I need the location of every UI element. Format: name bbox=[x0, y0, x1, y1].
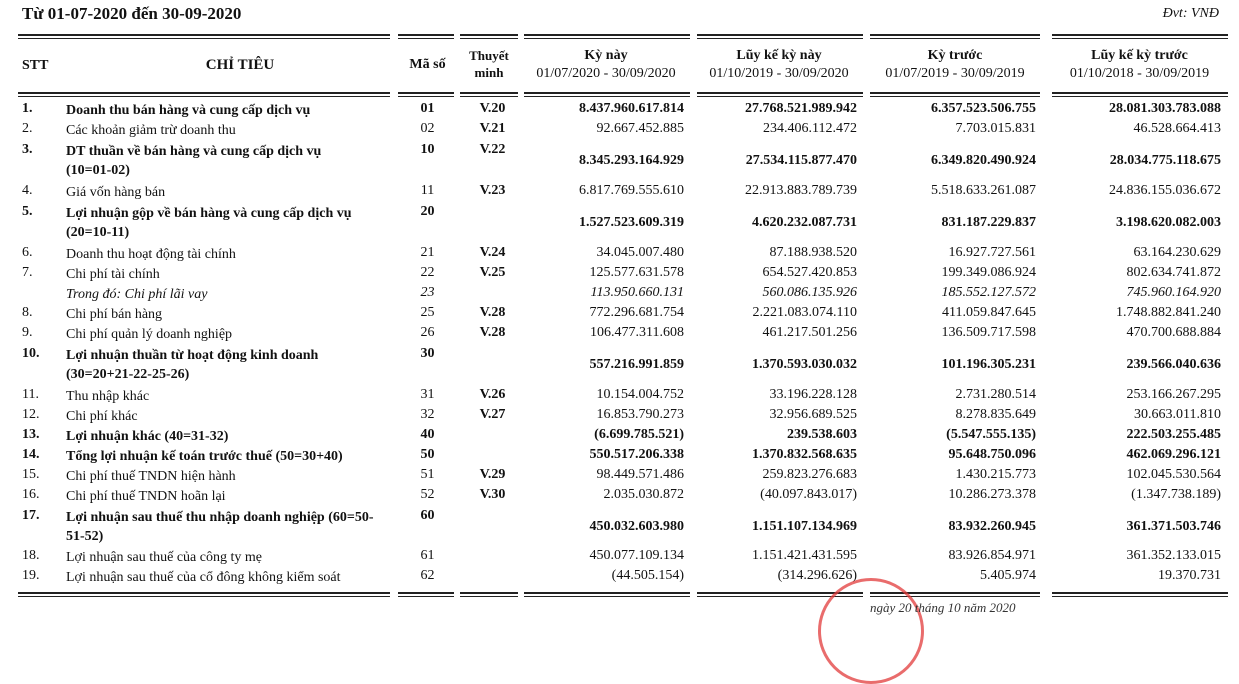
row-value-ky-nay: 98.449.571.486 bbox=[596, 467, 684, 482]
row-label: Chi phí thuế TNDN hiện hành bbox=[66, 469, 236, 484]
row-label: DT thuần về bán hàng và cung cấp dịch vụ (10=01-02) bbox=[66, 144, 322, 178]
col-header-thuyet-minh-line2: minh bbox=[474, 65, 504, 80]
row-value-ky-nay: 772.296.681.754 bbox=[589, 305, 684, 320]
row-note: V.27 bbox=[479, 407, 506, 422]
row-label: Chi phí bán hàng bbox=[66, 307, 163, 322]
row-note: V.25 bbox=[479, 265, 506, 280]
row-value-luy-ke-ky-nay: 461.217.501.256 bbox=[762, 325, 857, 340]
row-value-luy-ke-ky-nay: 560.086.135.926 bbox=[762, 285, 857, 300]
row-value-ky-nay: 125.577.631.578 bbox=[589, 265, 684, 280]
row-number: 17. bbox=[22, 508, 40, 523]
header-bottom-rule-2 bbox=[460, 96, 518, 97]
signature-date: ngày 20 tháng 10 năm 2020 bbox=[870, 600, 1016, 615]
footer-rule-2 bbox=[460, 596, 518, 597]
header-bottom-rule bbox=[697, 92, 863, 94]
row-label: Chi phí thuế TNDN hoãn lại bbox=[66, 489, 226, 504]
row-label: Lợi nhuận sau thuế của cổ đông không kiểm soát bbox=[66, 570, 341, 585]
row-number: 13. bbox=[22, 427, 40, 442]
report-period: Từ 01-07-2020 đến 30-09-2020 bbox=[22, 4, 242, 23]
row-value-luy-ke-ky-truoc: 24.836.155.036.672 bbox=[1109, 183, 1221, 198]
header-bottom-rule-2 bbox=[870, 96, 1040, 97]
row-value-luy-ke-ky-nay: 234.406.112.472 bbox=[763, 121, 857, 136]
row-value-luy-ke-ky-nay: 22.913.883.789.739 bbox=[745, 183, 857, 198]
header-bottom-rule bbox=[1052, 92, 1228, 94]
row-value-ky-truoc: 6.357.523.506.755 bbox=[931, 101, 1036, 116]
col-header-title: Lũy kế kỳ trước bbox=[1091, 48, 1188, 63]
col-header-thuyet-minh bbox=[458, 47, 520, 81]
row-value-luy-ke-ky-nay: 259.823.276.683 bbox=[762, 467, 857, 482]
row-label: Lợi nhuận sau thuế thu nhập doanh nghiệp (60=50-51-52) bbox=[66, 510, 374, 544]
row-note: V.28 bbox=[479, 325, 506, 340]
header-top-rule-2 bbox=[524, 38, 690, 39]
row-value-luy-ke-ky-nay: (314.296.626) bbox=[777, 568, 857, 583]
row-label: Tổng lợi nhuận kế toán trước thuế (50=30+40) bbox=[66, 449, 343, 464]
row-value-ky-nay: 106.477.311.608 bbox=[590, 325, 684, 340]
row-code: 22 bbox=[420, 265, 435, 280]
row-value-luy-ke-ky-nay: 27.534.115.877.470 bbox=[745, 153, 857, 168]
row-number: 12. bbox=[22, 407, 40, 422]
row-label: Lợi nhuận thuần từ hoạt động kinh doanh (30=20+21-22-25-26) bbox=[66, 348, 319, 382]
row-value-ky-truoc: 185.552.127.572 bbox=[941, 285, 1036, 300]
row-code: 32 bbox=[420, 407, 435, 422]
header-top-rule-2 bbox=[697, 38, 863, 39]
row-code: 62 bbox=[420, 568, 435, 583]
row-value-ky-truoc: 2.731.280.514 bbox=[955, 387, 1036, 402]
row-code: 20 bbox=[420, 204, 435, 219]
row-value-luy-ke-ky-nay: 4.620.232.087.731 bbox=[752, 215, 857, 230]
header-bottom-rule-2 bbox=[18, 96, 390, 97]
row-label: Doanh thu bán hàng và cung cấp dịch vụ bbox=[66, 103, 311, 118]
footer-rule-2 bbox=[1052, 596, 1228, 597]
col-header-range: 01/10/2018 - 30/09/2019 bbox=[1069, 66, 1210, 81]
row-label: Trong đó: Chi phí lãi vay bbox=[66, 287, 208, 302]
row-number: 1. bbox=[22, 101, 33, 116]
row-value-luy-ke-ky-nay: 33.196.228.128 bbox=[769, 387, 857, 402]
row-value-luy-ke-ky-truoc: 239.566.040.636 bbox=[1126, 357, 1221, 372]
row-value-ky-truoc: 136.509.717.598 bbox=[941, 325, 1036, 340]
col-header-luy-ke-ky-nay bbox=[695, 47, 863, 83]
row-number: 16. bbox=[22, 487, 40, 502]
footer-rule-2 bbox=[18, 596, 390, 597]
header-top-rule bbox=[18, 34, 390, 36]
row-value-ky-truoc: (5.547.555.135) bbox=[946, 427, 1036, 442]
row-value-ky-nay: 2.035.030.872 bbox=[603, 487, 684, 502]
row-number: 2. bbox=[22, 121, 33, 136]
row-value-ky-truoc: 83.932.260.945 bbox=[948, 519, 1036, 534]
row-value-ky-truoc: 831.187.229.837 bbox=[941, 215, 1036, 230]
row-value-ky-truoc: 199.349.086.924 bbox=[941, 265, 1036, 280]
header-top-rule-2 bbox=[1052, 38, 1228, 39]
footer-rule bbox=[524, 592, 690, 594]
row-value-ky-truoc: 1.430.215.773 bbox=[955, 467, 1036, 482]
row-value-ky-nay: 8.345.293.164.929 bbox=[579, 153, 684, 168]
header-bottom-rule bbox=[524, 92, 690, 94]
row-label: Lợi nhuận sau thuế của công ty mẹ bbox=[66, 550, 262, 565]
row-code: 50 bbox=[420, 447, 435, 462]
header-top-rule-2 bbox=[870, 38, 1040, 39]
footer-rule bbox=[460, 592, 518, 594]
row-number: 6. bbox=[22, 245, 33, 260]
header-bottom-rule-2 bbox=[524, 96, 690, 97]
row-number: 9. bbox=[22, 325, 33, 340]
row-value-ky-nay: 16.853.790.273 bbox=[596, 407, 684, 422]
row-value-luy-ke-ky-truoc: 253.166.267.295 bbox=[1126, 387, 1221, 402]
row-value-ky-truoc: 6.349.820.490.924 bbox=[931, 153, 1036, 168]
row-note: V.23 bbox=[479, 183, 506, 198]
header-top-rule-2 bbox=[18, 38, 390, 39]
row-code: 51 bbox=[420, 467, 435, 482]
row-value-luy-ke-ky-truoc: 28.081.303.783.088 bbox=[1109, 101, 1221, 116]
row-code: 26 bbox=[420, 325, 435, 340]
row-label: Doanh thu hoạt động tài chính bbox=[66, 247, 236, 262]
header-bottom-rule bbox=[870, 92, 1040, 94]
row-code: 25 bbox=[420, 305, 435, 320]
row-number: 19. bbox=[22, 568, 40, 583]
row-value-ky-nay: 8.437.960.617.814 bbox=[579, 101, 684, 116]
row-value-ky-nay: 550.517.206.338 bbox=[589, 447, 684, 462]
row-value-ky-nay: 34.045.007.480 bbox=[596, 245, 684, 260]
header-bottom-rule bbox=[460, 92, 518, 94]
row-value-ky-truoc: 83.926.854.971 bbox=[948, 548, 1036, 563]
row-value-ky-nay: (6.699.785.521) bbox=[594, 427, 684, 442]
footer-rule-2 bbox=[524, 596, 690, 597]
row-number: 15. bbox=[22, 467, 40, 482]
row-value-luy-ke-ky-truoc: 30.663.011.810 bbox=[1134, 407, 1221, 422]
company-stamp bbox=[818, 578, 924, 684]
header-top-rule bbox=[870, 34, 1040, 36]
header-bottom-rule-2 bbox=[398, 96, 454, 97]
currency-unit: Đvt: VNĐ bbox=[1162, 6, 1219, 21]
row-label: Chi phí quản lý doanh nghiệp bbox=[66, 327, 233, 342]
row-number: 3. bbox=[22, 142, 33, 157]
header-bottom-rule-2 bbox=[1052, 96, 1228, 97]
header-top-rule bbox=[460, 34, 518, 36]
row-value-ky-nay: 92.667.452.885 bbox=[596, 121, 684, 136]
row-code: 60 bbox=[420, 508, 435, 523]
row-value-ky-nay: 113.950.660.131 bbox=[590, 285, 684, 300]
row-number: 18. bbox=[22, 548, 40, 563]
row-value-ky-nay: 10.154.004.752 bbox=[596, 387, 684, 402]
row-value-luy-ke-ky-nay: (40.097.843.017) bbox=[760, 487, 857, 502]
col-header-ma-so: Mã số bbox=[409, 57, 446, 72]
col-header-stt: STT bbox=[22, 58, 49, 73]
header-top-rule bbox=[398, 34, 454, 36]
col-header-title: Kỳ trước bbox=[927, 48, 983, 63]
row-code: 61 bbox=[420, 548, 435, 563]
col-header-thuyet-minh-line1: Thuyết bbox=[469, 48, 509, 63]
row-value-luy-ke-ky-nay: 1.370.593.030.032 bbox=[752, 357, 857, 372]
row-value-luy-ke-ky-truoc: 222.503.255.485 bbox=[1126, 427, 1221, 442]
footer-rule-2 bbox=[398, 596, 454, 597]
row-value-luy-ke-ky-truoc: 102.045.530.564 bbox=[1126, 467, 1221, 482]
row-value-ky-truoc: 95.648.750.096 bbox=[948, 447, 1036, 462]
col-header-title: Lũy kế kỳ này bbox=[736, 48, 822, 63]
header-bottom-rule bbox=[398, 92, 454, 94]
row-value-luy-ke-ky-truoc: 46.528.664.413 bbox=[1133, 121, 1221, 136]
row-value-ky-truoc: 411.059.847.645 bbox=[942, 305, 1036, 320]
row-label: Thu nhập khác bbox=[66, 389, 150, 404]
row-note: V.29 bbox=[479, 467, 506, 482]
row-value-luy-ke-ky-nay: 654.527.420.853 bbox=[762, 265, 857, 280]
row-note: V.24 bbox=[479, 245, 506, 260]
header-top-rule bbox=[697, 34, 863, 36]
row-value-luy-ke-ky-truoc: 745.960.164.920 bbox=[1126, 285, 1221, 300]
row-number: 10. bbox=[22, 346, 40, 361]
row-value-ky-truoc: 101.196.305.231 bbox=[941, 357, 1036, 372]
footer-rule bbox=[18, 592, 390, 594]
row-value-luy-ke-ky-nay: 1.151.107.134.969 bbox=[752, 519, 857, 534]
row-code: 30 bbox=[420, 346, 435, 361]
row-value-luy-ke-ky-nay: 239.538.603 bbox=[787, 427, 857, 442]
row-value-ky-nay: (44.505.154) bbox=[611, 568, 684, 583]
row-label: Chi phí tài chính bbox=[66, 267, 160, 282]
footer-rule bbox=[1052, 592, 1228, 594]
row-value-luy-ke-ky-truoc: 28.034.775.118.675 bbox=[1109, 153, 1221, 168]
row-note: V.26 bbox=[479, 387, 506, 402]
row-note: V.30 bbox=[479, 487, 506, 502]
footer-rule bbox=[398, 592, 454, 594]
row-value-luy-ke-ky-truoc: 63.164.230.629 bbox=[1133, 245, 1221, 260]
row-value-ky-truoc: 10.286.273.378 bbox=[948, 487, 1036, 502]
row-code: 52 bbox=[420, 487, 435, 502]
row-value-luy-ke-ky-truoc: 19.370.731 bbox=[1158, 568, 1221, 583]
row-note: V.22 bbox=[479, 142, 506, 157]
row-note: V.21 bbox=[479, 121, 506, 136]
row-value-ky-truoc: 5.405.974 bbox=[980, 568, 1036, 583]
header-bottom-rule bbox=[18, 92, 390, 94]
row-value-luy-ke-ky-nay: 1.151.421.431.595 bbox=[752, 548, 857, 563]
row-code: 01 bbox=[420, 101, 435, 116]
row-note: V.20 bbox=[479, 101, 506, 116]
row-value-ky-nay: 450.032.603.980 bbox=[589, 519, 684, 534]
row-code: 11 bbox=[420, 183, 435, 198]
row-code: 40 bbox=[420, 427, 435, 442]
row-value-ky-nay: 450.077.109.134 bbox=[589, 548, 684, 563]
row-value-ky-nay: 557.216.991.859 bbox=[589, 357, 684, 372]
row-value-luy-ke-ky-truoc: 361.371.503.746 bbox=[1126, 519, 1221, 534]
row-number: 5. bbox=[22, 204, 33, 219]
row-label: Lợi nhuận gộp về bán hàng và cung cấp dịch vụ (20=10-11) bbox=[66, 206, 352, 240]
col-header-chi-tieu: CHỈ TIÊU bbox=[205, 57, 275, 73]
row-label: Các khoản giảm trừ doanh thu bbox=[66, 123, 236, 138]
row-value-ky-truoc: 7.703.015.831 bbox=[955, 121, 1036, 136]
row-label: Lợi nhuận khác (40=31-32) bbox=[66, 429, 229, 444]
col-header-luy-ke-ky-truoc bbox=[1052, 47, 1227, 83]
col-header-range: 01/10/2019 - 30/09/2020 bbox=[709, 66, 849, 81]
header-top-rule bbox=[524, 34, 690, 36]
row-value-luy-ke-ky-truoc: 470.700.688.884 bbox=[1126, 325, 1221, 340]
row-value-ky-truoc: 16.927.727.561 bbox=[948, 245, 1036, 260]
row-number: 8. bbox=[22, 305, 33, 320]
row-value-luy-ke-ky-truoc: (1.347.738.189) bbox=[1131, 487, 1221, 502]
col-header-ky-truoc bbox=[870, 47, 1040, 83]
header-bottom-rule-2 bbox=[697, 96, 863, 97]
row-value-ky-nay: 6.817.769.555.610 bbox=[579, 183, 684, 198]
row-number: 11. bbox=[22, 387, 39, 402]
row-value-luy-ke-ky-truoc: 1.748.882.841.240 bbox=[1116, 305, 1221, 320]
row-value-luy-ke-ky-nay: 1.370.832.568.635 bbox=[752, 447, 857, 462]
row-value-luy-ke-ky-truoc: 361.352.133.015 bbox=[1126, 548, 1221, 563]
header-top-rule bbox=[1052, 34, 1228, 36]
row-value-ky-truoc: 5.518.633.261.087 bbox=[931, 183, 1036, 198]
row-number: 14. bbox=[22, 447, 40, 462]
col-header-range: 01/07/2020 - 30/09/2020 bbox=[536, 66, 676, 81]
row-value-luy-ke-ky-nay: 27.768.521.989.942 bbox=[745, 101, 857, 116]
row-value-ky-nay: 1.527.523.609.319 bbox=[579, 215, 684, 230]
row-code: 10 bbox=[420, 142, 435, 157]
row-code: 21 bbox=[420, 245, 435, 260]
col-header-range: 01/07/2019 - 30/09/2019 bbox=[885, 66, 1025, 81]
row-code: 02 bbox=[420, 121, 435, 136]
row-value-luy-ke-ky-truoc: 462.069.296.121 bbox=[1126, 447, 1221, 462]
row-note: V.28 bbox=[479, 305, 506, 320]
row-value-luy-ke-ky-nay: 87.188.938.520 bbox=[769, 245, 857, 260]
row-value-luy-ke-ky-truoc: 3.198.620.082.003 bbox=[1116, 215, 1221, 230]
row-label: Giá vốn hàng bán bbox=[66, 185, 166, 200]
col-header-ky-nay bbox=[522, 47, 690, 83]
row-value-luy-ke-ky-truoc: 802.634.741.872 bbox=[1126, 265, 1221, 280]
row-code: 31 bbox=[420, 387, 435, 402]
header-top-rule-2 bbox=[398, 38, 454, 39]
col-header-title: Kỳ này bbox=[584, 48, 628, 63]
row-value-ky-truoc: 8.278.835.649 bbox=[955, 407, 1036, 422]
header-top-rule-2 bbox=[460, 38, 518, 39]
row-number: 7. bbox=[22, 265, 33, 280]
row-value-luy-ke-ky-nay: 32.956.689.525 bbox=[769, 407, 857, 422]
row-number: 4. bbox=[22, 183, 33, 198]
row-code: 23 bbox=[420, 285, 435, 300]
row-value-luy-ke-ky-nay: 2.221.083.074.110 bbox=[752, 305, 857, 320]
row-label: Chi phí khác bbox=[66, 409, 138, 424]
